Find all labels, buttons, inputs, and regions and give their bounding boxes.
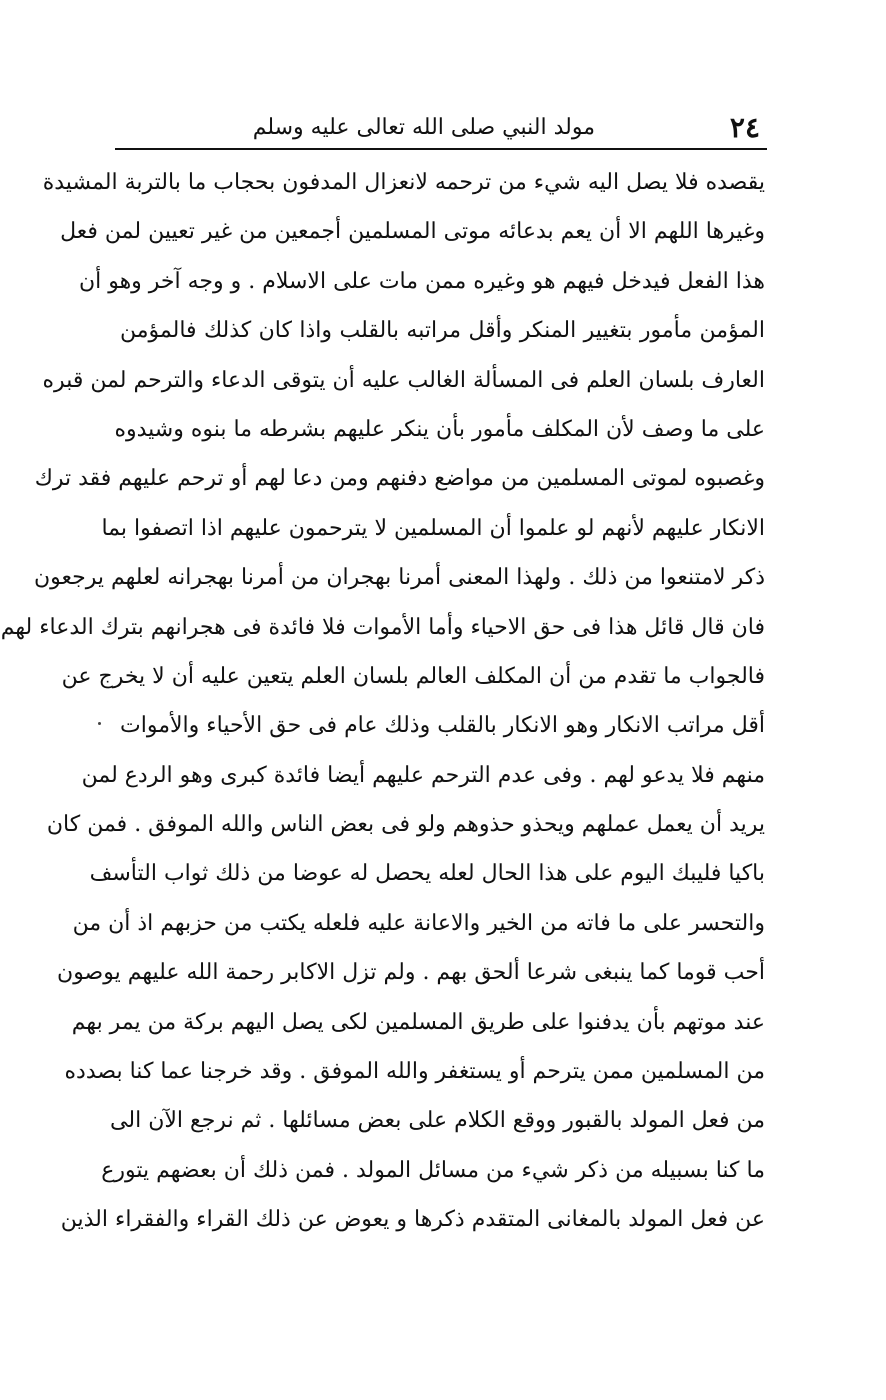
text-line: والتحسر على ما فاته من الخير والاعانة عليه فلعله يكتب من حزبهم اذ أن من (72, 910, 765, 936)
text-line: عند موتهم بأن يدفنوا على طريق المسلمين لكى يصل اليهم بركة من يمر بهم (71, 1009, 765, 1035)
text-line: الانكار عليهم لأنهم لو علموا أن المسلمين لا يترحمون عليهم اذا اتصفوا بما (101, 515, 765, 541)
text-line: فالجواب ما تقدم من أن المكلف العالم بلسان العلم يتعين عليه أن لا يخرج عن (61, 663, 765, 689)
text-line: عن فعل المولد بالمغانى المتقدم ذكرها و يعوض عن ذلك القراء والفقراء الذين (60, 1207, 765, 1233)
text-line: وغصبوه لموتى المسلمين من مواضع دفنهم ومن دعا لهم أو ترحم عليهم فقد ترك (34, 466, 765, 492)
text-line: يريد أن يعمل عملهم ويحذو حذوهم ولو فى بعض الناس والله الموفق . فمن كان (46, 812, 765, 838)
page-number: ٢٤ (729, 111, 760, 144)
body-text (0, 158, 765, 1245)
text-line: باكيا فليبك اليوم على هذا الحال لعله يحصل له عوضا من ذلك ثواب التأسف (89, 861, 765, 887)
running-head-title: مولد النبي صلى الله تعالى عليه وسلم (252, 115, 595, 140)
text-line: هذا الفعل فيدخل فيهم هو وغيره ممن مات على الاسلام . و وجه آخر وهو أن (78, 268, 765, 294)
running-head (130, 108, 760, 148)
text-line: العارف بلسان العلم فى المسألة الغالب عليه أن يتوقى الدعاء والترحم لمن قبره (42, 367, 765, 393)
text-line: ما كنا بسبيله من ذكر شيء من مسائل المولد . فمن ذلك أن بعضهم يتورع (101, 1157, 765, 1183)
text-line: على ما وصف لأن المكلف مأمور بأن ينكر عليهم بشرطه ما بنوه وشيدوه (114, 416, 765, 442)
text-line: فان قال قائل هذا فى حق الاحياء وأما الأموات فلا فائدة فى هجرانهم بترك الدعاء لهم (0, 614, 765, 640)
text-line: من فعل المولد بالقبور ووقع الكلام على بعض مسائلها . ثم نرجع الآن الى (110, 1108, 765, 1134)
text-line: وغيرها اللهم الا أن يعم بدعائه موتى المسلمين أجمعين من غير تعيين لمن فعل (60, 219, 765, 245)
header-rule (115, 148, 767, 150)
margin-dot (98, 722, 101, 725)
text-line: من المسلمين ممن يترحم أو يستغفر والله الموفق . وقد خرجنا عما كنا بصدده (64, 1059, 765, 1085)
text-line: أحب قوما كما ينبغى شرعا ألحق بهم . ولم تزل الاكابر رحمة الله عليهم يوصون (57, 960, 765, 986)
text-line: منهم فلا يدعو لهم . وفى عدم الترحم عليهم أيضا فائدة كبرى وهو الردع لمن (81, 762, 765, 788)
text-line: ذكر لامتنعوا من ذلك . ولهذا المعنى أمرنا بهجران من أمرنا بهجرانه لعلهم يرجعون (34, 565, 765, 591)
text-line: يقصده فلا يصل اليه شيء من ترحمه لانعزال المدفون بحجاب ما بالتربة المشيدة (42, 170, 765, 195)
text-line: أقل مراتب الانكار وهو الانكار بالقلب وذلك عام فى حق الأحياء والأموات (120, 713, 765, 739)
text-line: المؤمن مأمور بتغيير المنكر وأقل مراتبه بالقلب واذا كان كذلك فالمؤمن (120, 318, 765, 344)
